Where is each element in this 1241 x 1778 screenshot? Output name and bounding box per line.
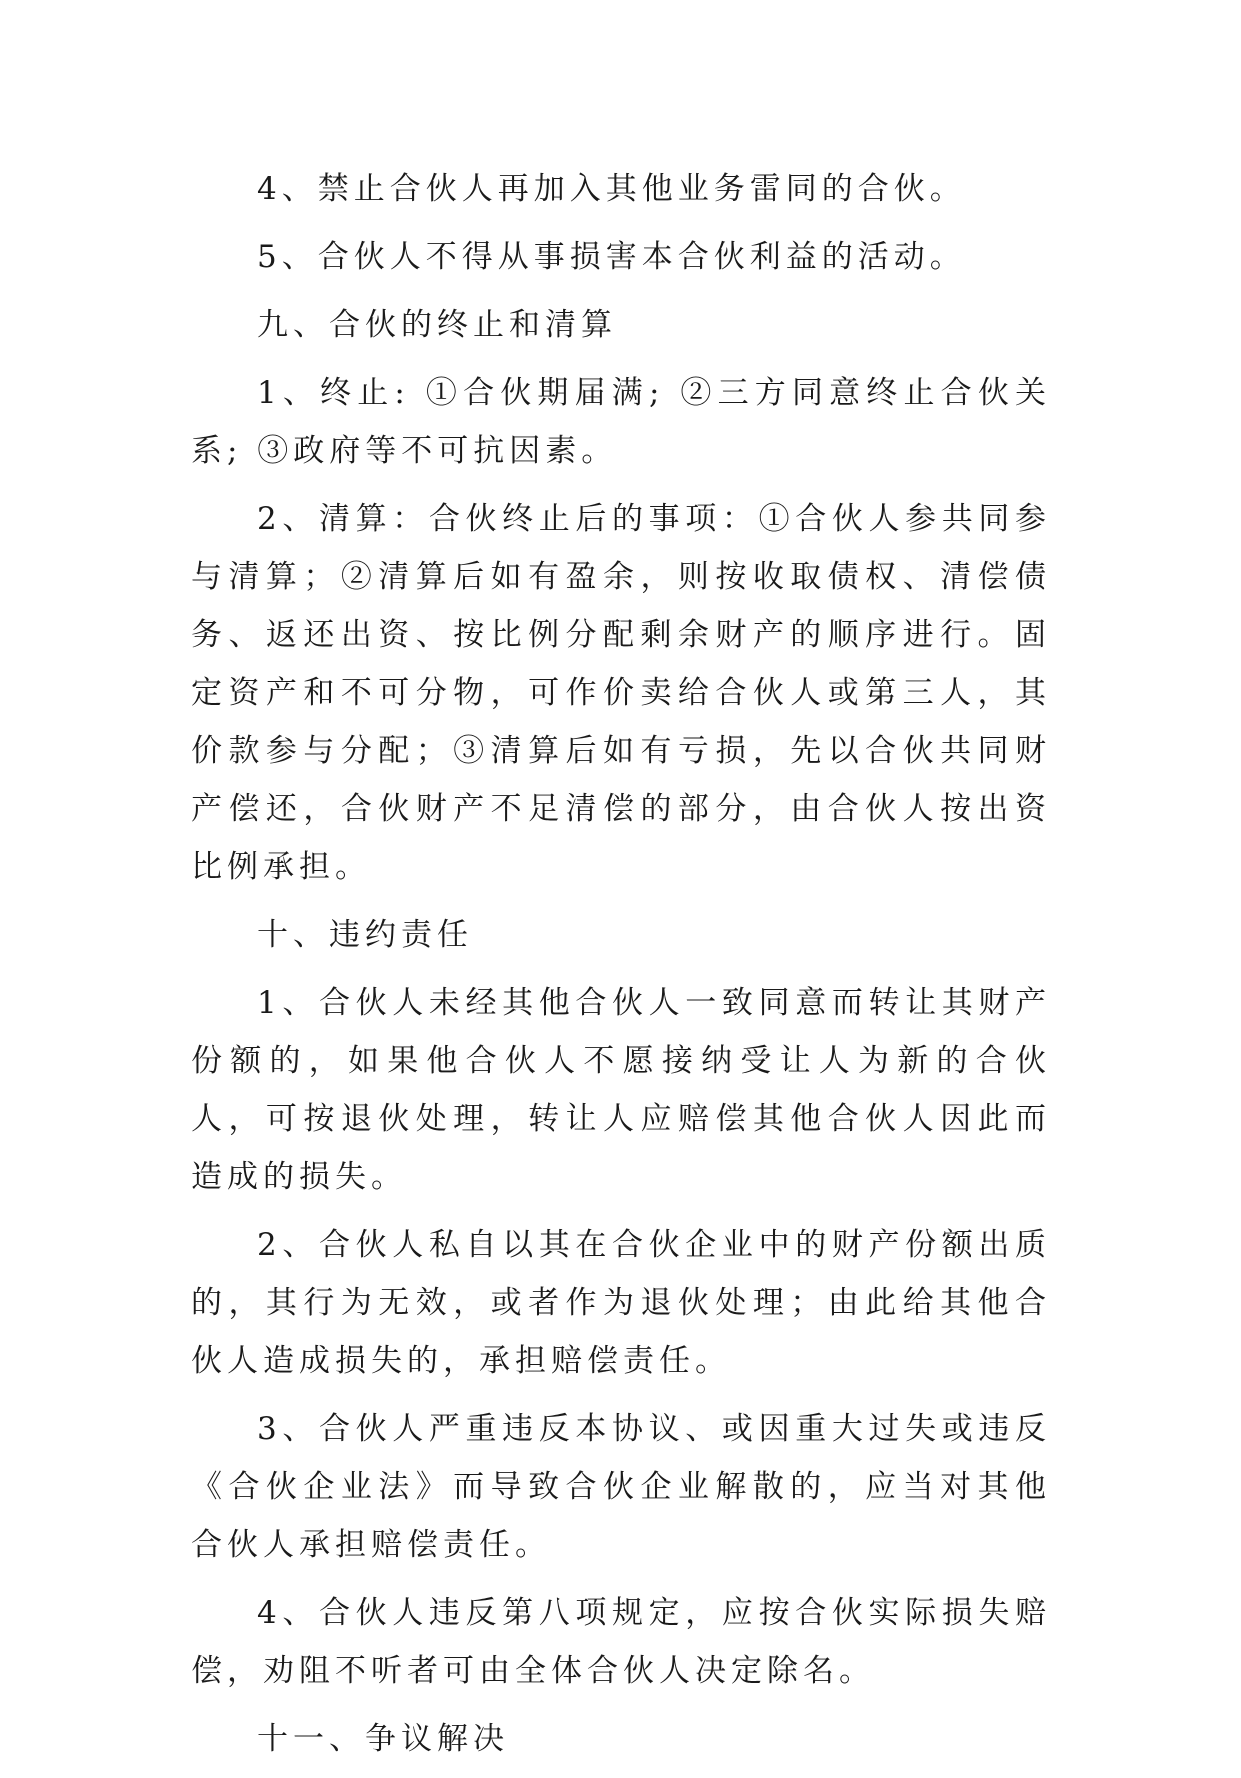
clause-8-item-4: 4、禁止合伙人再加入其他业务雷同的合伙。: [257, 171, 966, 207]
clause-8-item-5: 5、合伙人不得从事损害本合伙利益的活动。: [257, 239, 966, 275]
termination-item-2: 2、清算：合伙终止后的事项：①合伙人参共同参与清算；②清算后如有盈余，则按收取债权、清偿债务、返还出资、按比例分配剩余财产的顺序进行。固定资产和不可分物，可作价卖给合伙人或第三人，其价款参与分配；③清算后如有亏损，先以合伙共同财产偿还，合伙财产不足清偿的部分，由合伙人按出资比例承担。: [191, 501, 1051, 885]
document-body: [191, 160, 1051, 1778]
liability-item-3: 3、合伙人严重违反本协议、或因重大过失或违反《合伙企业法》而导致合伙企业解散的，应当对其他合伙人承担赔偿责任。: [191, 1411, 1051, 1563]
liability-item-4: 4、合伙人违反第八项规定，应按合伙实际损失赔偿，劝阻不听者可由全体合伙人决定除名。: [191, 1595, 1051, 1689]
termination-item-1: 1、终止: ①合伙期届满; ②三方同意终止合伙关系; ③政府等不可抗因素。: [191, 375, 1051, 469]
section-heading-dispute: 十一、争议解决: [257, 1721, 509, 1757]
section-heading-termination: 九、合伙的终止和清算: [257, 307, 617, 343]
liability-item-1: 1、合伙人未经其他合伙人一致同意而转让其财产份额的，如果他合伙人不愿接纳受让人为新的合伙人，可按退伙处理，转让人应赔偿其他合伙人因此而造成的损失。: [191, 985, 1051, 1195]
section-heading-liability: 十、违约责任: [257, 917, 473, 953]
liability-item-2: 2、合伙人私自以其在合伙企业中的财产份额出质的，其行为无效，或者作为退伙处理；由此给其他合伙人造成损失的，承担赔偿责任。: [191, 1227, 1051, 1379]
